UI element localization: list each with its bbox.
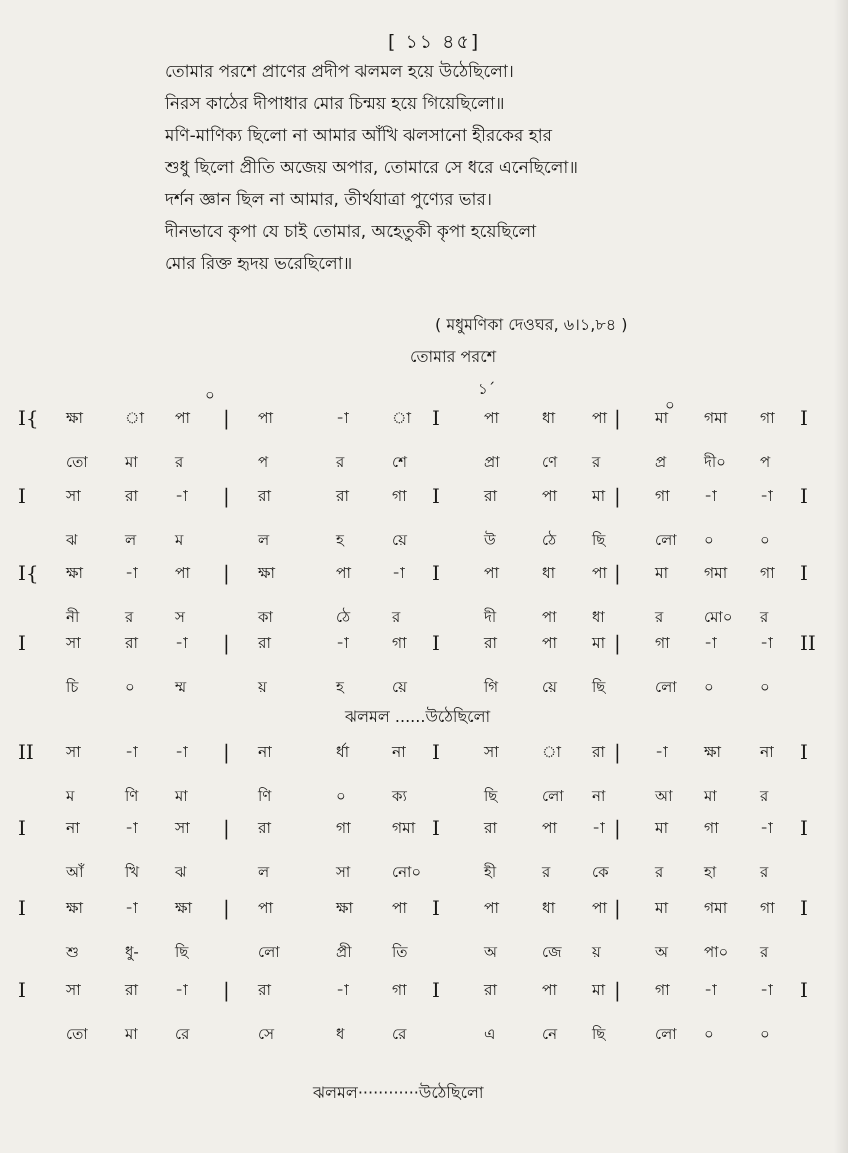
line-start-mark: I{ <box>18 406 39 430</box>
bar-divider: | <box>223 631 230 655</box>
bar-divider: | <box>614 484 621 508</box>
swara-note: সা <box>66 634 81 652</box>
lyric-syllable: র <box>336 453 345 471</box>
lyric-syllable: খি <box>125 863 140 881</box>
lyric-syllable: নে <box>542 1025 558 1043</box>
lyric-syllable: ছি <box>175 943 189 961</box>
bar-divider: | <box>614 740 621 764</box>
lyric-syllable: র <box>655 608 664 626</box>
lyric-line: দর্শন জ্ঞান ছিল না আমার, তীর্থযাত্রা পুণ্যের ভার। <box>165 190 492 210</box>
source-citation: ( মধুমণিকা দেওঘর, ৬।১,৮৪ ) <box>435 315 628 334</box>
swara-note: গা <box>760 409 775 427</box>
swara-note: গা <box>392 487 407 505</box>
lyric-syllable: য়ে <box>392 531 407 549</box>
bar-divider: | <box>614 561 621 585</box>
swara-note: রা <box>258 487 272 505</box>
swara-note: সা <box>66 981 81 999</box>
lyric-syllable: ধা <box>592 608 605 626</box>
swara-note: -া <box>592 819 605 837</box>
line-start-mark: I <box>18 816 26 840</box>
swara-note: -া <box>760 819 773 837</box>
line-end-mark: I <box>800 740 808 764</box>
swara-note: না <box>392 743 406 761</box>
lyric-syllable: ঠে <box>542 531 557 549</box>
swara-note: পা <box>258 409 274 427</box>
swara-note: পা <box>484 899 500 917</box>
tala-marker-khali: ০ <box>205 386 215 404</box>
bar-divider: | <box>223 561 230 585</box>
lyric-syllable: য়ে <box>542 678 557 696</box>
swara-note: না <box>66 819 80 837</box>
lyric-syllable: ণে <box>542 453 558 471</box>
swara-note: রা <box>125 634 139 652</box>
bar-divider: | <box>614 631 621 655</box>
lyric-syllable: এ <box>484 1025 496 1043</box>
swara-note: রা <box>125 981 139 999</box>
swara-note: -া <box>704 981 717 999</box>
bar-divider: | <box>223 740 230 764</box>
swara-note: া <box>392 409 412 427</box>
lyric-syllable: লো <box>655 678 677 696</box>
bar-divider: | <box>614 406 621 430</box>
bar-divider: | <box>223 978 230 1002</box>
swara-note: -া <box>336 634 349 652</box>
lyric-syllable: ল <box>258 863 270 881</box>
swara-note: রা <box>258 981 272 999</box>
lyric-syllable: র <box>760 608 769 626</box>
swara-note: সা <box>66 487 81 505</box>
swara-note: -া <box>336 981 349 999</box>
line-end-mark: II <box>800 631 816 655</box>
bar-divider-major: I <box>432 740 440 764</box>
lyric-syllable: স <box>175 608 185 626</box>
lyric-syllable: প্রী <box>336 943 352 961</box>
swara-note: মা <box>655 564 669 582</box>
lyric-syllable: হ <box>336 531 344 549</box>
swara-note: সা <box>66 743 81 761</box>
swara-note: -া <box>704 634 717 652</box>
line-start-mark: I <box>18 631 26 655</box>
swara-note: -া <box>392 564 405 582</box>
lyric-syllable: ছি <box>592 531 606 549</box>
line-end-mark: I <box>800 978 808 1002</box>
lyric-line: দীনভাবে কৃপা যে চাই তোমার, অহেতুকী কৃপা হয়েছিলো <box>165 222 537 242</box>
swara-note: পা <box>592 409 608 427</box>
lyric-syllable: র <box>760 943 769 961</box>
swara-note: পা <box>175 409 191 427</box>
section-separator: ঝলমল ......উঠেছিলো <box>345 707 491 726</box>
lyric-syllable: দী <box>484 608 497 626</box>
swara-note: রা <box>484 487 498 505</box>
swara-note: না <box>258 743 272 761</box>
swara-note: -া <box>125 743 138 761</box>
lyric-syllable: র <box>760 787 769 805</box>
lyric-syllable: সা <box>336 863 351 881</box>
swara-note: সা <box>175 819 190 837</box>
lyric-syllable: তি <box>392 943 408 961</box>
lyric-syllable: ০ <box>336 787 346 805</box>
swara-note: গা <box>392 981 407 999</box>
swara-note: না <box>760 743 774 761</box>
bar-divider: | <box>614 978 621 1002</box>
swara-note: পা <box>336 564 352 582</box>
swara-note: রা <box>258 634 272 652</box>
lyric-syllable: র <box>125 608 134 626</box>
tala-marker-khali: ০ <box>665 396 675 414</box>
swara-note: ক্ষা <box>66 409 84 427</box>
bar-divider-major: I <box>432 896 440 920</box>
swara-note: -া <box>125 564 138 582</box>
lyric-syllable: য়ে <box>392 678 407 696</box>
swara-note: ক্ষা <box>704 743 722 761</box>
swara-note: গা <box>704 819 719 837</box>
bar-divider-major: I <box>432 406 440 430</box>
song-title: তোমার পরশে <box>410 347 497 366</box>
lyric-syllable: প <box>760 453 771 471</box>
lyric-syllable: অ <box>655 943 668 961</box>
lyric-syllable: তো <box>66 1025 88 1043</box>
swara-note: ক্ষা <box>336 899 354 917</box>
lyric-syllable: র <box>760 863 769 881</box>
lyric-syllable: লো <box>655 1025 677 1043</box>
lyric-line: মোর রিক্ত হৃদয় ভরেছিলো॥ <box>165 254 353 274</box>
lyric-syllable: ম্ম <box>175 678 187 696</box>
swara-note: গা <box>760 899 775 917</box>
swara-note: পা <box>592 564 608 582</box>
lyric-line: শুধু ছিলো প্রীতি অজেয় অপার, তোমারে সে ধরে এনেছিলো॥ <box>165 158 578 178</box>
page-number: [ ১১ ৪৫] <box>388 31 481 53</box>
tala-marker-sam: ১´ <box>478 380 496 398</box>
swara-note: গমা <box>704 409 728 427</box>
swara-note: পা <box>542 487 558 505</box>
lyric-syllable: মা <box>175 787 188 805</box>
swara-note: -া <box>175 634 188 652</box>
swara-note: পা <box>484 409 500 427</box>
line-start-mark: I{ <box>18 561 39 585</box>
swara-note: গমা <box>704 564 728 582</box>
lyric-syllable: ল <box>125 531 137 549</box>
lyric-syllable: র <box>655 863 664 881</box>
lyric-syllable: ম <box>66 787 75 805</box>
lyric-syllable: গি <box>484 678 499 696</box>
bar-divider: | <box>614 896 621 920</box>
lyric-syllable: র <box>175 453 184 471</box>
swara-note: -া <box>175 487 188 505</box>
swara-note: গা <box>655 487 670 505</box>
lyric-syllable: শে <box>392 453 407 471</box>
bar-divider: | <box>223 816 230 840</box>
lyric-syllable: ঝ <box>66 531 78 549</box>
lyric-syllable: ধু- <box>125 943 139 961</box>
swara-note: মা <box>592 981 606 999</box>
swara-note: পা <box>542 981 558 999</box>
swara-note: র্ধা <box>336 743 350 761</box>
lyric-syllable: ০ <box>704 678 714 696</box>
lyric-syllable: কে <box>592 863 609 881</box>
lyric-syllable: য় <box>258 678 267 696</box>
lyric-syllable: হ <box>336 678 344 696</box>
swara-note: মা <box>592 634 606 652</box>
bar-divider: | <box>223 406 230 430</box>
lyric-syllable: মা <box>704 787 717 805</box>
lyric-syllable: দী০ <box>704 453 726 471</box>
swara-note: সা <box>484 743 499 761</box>
swara-note: ধা <box>542 564 556 582</box>
swara-note: ধা <box>542 899 556 917</box>
swara-note: রা <box>258 819 272 837</box>
section-separator: ঝলমল············উঠেছিলো <box>313 1083 484 1102</box>
lyric-line: তোমার পরশে প্রাণের প্রদীপ ঝলমল হয়ে উঠেছিলো। <box>165 62 514 82</box>
swara-note: পা <box>592 899 608 917</box>
swara-note: পা <box>392 899 408 917</box>
swara-note: রা <box>484 819 498 837</box>
swara-note: গা <box>392 634 407 652</box>
swara-note: ক্ষা <box>175 899 193 917</box>
swara-note: -া <box>760 981 773 999</box>
swara-note: মা <box>655 819 669 837</box>
lyric-syllable: আ <box>655 787 673 805</box>
lyric-syllable: লো <box>258 943 280 961</box>
swara-note: গমা <box>392 819 416 837</box>
lyric-syllable: র <box>392 608 401 626</box>
swara-note: া <box>542 743 562 761</box>
swara-note: -া <box>655 743 668 761</box>
swara-note: -া <box>175 743 188 761</box>
lyric-syllable: ঠে <box>336 608 351 626</box>
swara-note: গা <box>655 981 670 999</box>
lyric-syllable: হা <box>704 863 717 881</box>
lyric-syllable: ০ <box>704 1025 714 1043</box>
lyric-syllable: লো <box>542 787 564 805</box>
line-start-mark: I <box>18 896 26 920</box>
swara-note: -া <box>175 981 188 999</box>
swara-note: ক্ষা <box>258 564 276 582</box>
lyric-syllable: ০ <box>704 531 714 549</box>
bar-divider: | <box>223 896 230 920</box>
swara-note: পা <box>542 819 558 837</box>
lyric-syllable: র <box>542 863 551 881</box>
lyric-syllable: নো০ <box>392 863 422 881</box>
lyric-syllable: ণি <box>125 787 139 805</box>
line-start-mark: I <box>18 978 26 1002</box>
swara-note: গা <box>760 564 775 582</box>
swara-note: মা <box>655 899 669 917</box>
swara-note: ক্ষা <box>66 899 84 917</box>
lyric-syllable: উ <box>484 531 496 549</box>
lyric-syllable: নী <box>66 608 80 626</box>
lyric-syllable: প্রা <box>484 453 500 471</box>
lyric-syllable: র <box>592 453 601 471</box>
lyric-syllable: ল <box>258 531 270 549</box>
lyric-syllable: তো <box>66 453 88 471</box>
lyric-syllable: প <box>258 453 269 471</box>
lyric-syllable: ঝ <box>175 863 187 881</box>
lyric-syllable: ক্য <box>392 787 407 805</box>
swara-note: -া <box>336 409 349 427</box>
lyric-syllable: ম <box>175 531 184 549</box>
line-end-mark: I <box>800 816 808 840</box>
swara-note: -া <box>760 487 773 505</box>
line-end-mark: I <box>800 484 808 508</box>
swara-note: ক্ষা <box>66 564 84 582</box>
swara-note: মা <box>655 409 669 427</box>
swara-note: পা <box>484 564 500 582</box>
swara-note: গমা <box>704 899 728 917</box>
line-end-mark: I <box>800 561 808 585</box>
swara-note: -া <box>125 899 138 917</box>
swara-note: পা <box>542 634 558 652</box>
lyric-syllable: মো০ <box>704 608 733 626</box>
lyric-syllable: সে <box>258 1025 274 1043</box>
swara-note: পা <box>258 899 274 917</box>
swara-note: -া <box>704 487 717 505</box>
swara-note: গা <box>655 634 670 652</box>
swara-note: পা <box>175 564 191 582</box>
swara-note: রা <box>592 743 606 761</box>
lyric-syllable: মা <box>125 453 138 471</box>
lyric-syllable: ছি <box>592 678 606 696</box>
bar-divider-major: I <box>432 631 440 655</box>
lyric-syllable: জে <box>542 943 562 961</box>
bar-divider-major: I <box>432 561 440 585</box>
lyric-line: মণি-মাণিক্য ছিলো না আমার আঁখি ঝলসানো হীরকের হার <box>165 126 552 146</box>
lyric-syllable: রে <box>392 1025 407 1043</box>
lyric-syllable: না <box>592 787 606 805</box>
swara-note: রা <box>336 487 350 505</box>
lyric-syllable: ০ <box>760 1025 770 1043</box>
lyric-syllable: ছি <box>484 787 498 805</box>
swara-note: রা <box>484 981 498 999</box>
swara-note: রা <box>125 487 139 505</box>
lyric-syllable: ধ <box>336 1025 345 1043</box>
swara-note: রা <box>484 634 498 652</box>
bar-divider-major: I <box>432 978 440 1002</box>
lyric-syllable: অ <box>484 943 497 961</box>
bar-divider-major: I <box>432 816 440 840</box>
line-end-mark: I <box>800 406 808 430</box>
swara-note: -া <box>760 634 773 652</box>
lyric-syllable: কা <box>258 608 273 626</box>
line-start-mark: I <box>18 484 26 508</box>
line-start-mark: II <box>18 740 34 764</box>
lyric-syllable: ০ <box>125 678 135 696</box>
lyric-syllable: লো <box>655 531 677 549</box>
bar-divider-major: I <box>432 484 440 508</box>
lyric-syllable: পা০ <box>704 943 729 961</box>
bar-divider: | <box>223 484 230 508</box>
lyric-syllable: প্র <box>655 453 667 471</box>
lyric-line: নিরস কাঠের দীপাধার মোর চিন্ময় হয়ে গিয়েছিলো॥ <box>165 94 505 114</box>
lyric-syllable: মা <box>125 1025 138 1043</box>
lyric-syllable: পা <box>542 608 557 626</box>
lyric-syllable: য় <box>592 943 601 961</box>
swara-note: মা <box>592 487 606 505</box>
lyric-syllable: শু <box>66 943 79 961</box>
line-end-mark: I <box>800 896 808 920</box>
bar-divider: | <box>614 816 621 840</box>
lyric-syllable: চি <box>66 678 79 696</box>
lyric-syllable: ০ <box>760 678 770 696</box>
swara-note: গা <box>336 819 351 837</box>
lyric-syllable: ছি <box>592 1025 606 1043</box>
lyric-syllable: হী <box>484 863 497 881</box>
lyric-syllable: রে <box>175 1025 190 1043</box>
lyric-syllable: ণি <box>258 787 272 805</box>
swara-note: া <box>125 409 145 427</box>
swara-note: -া <box>125 819 138 837</box>
lyric-syllable: আঁ <box>66 863 84 881</box>
swara-note: ধা <box>542 409 556 427</box>
lyric-syllable: ০ <box>760 531 770 549</box>
